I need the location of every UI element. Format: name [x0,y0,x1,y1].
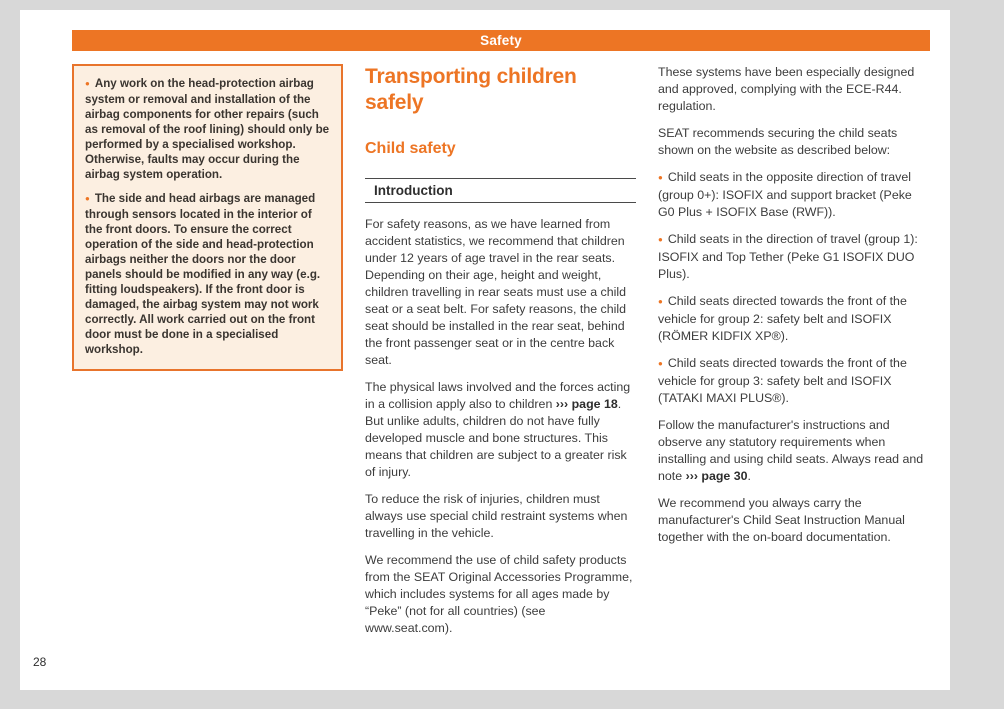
section-title: Child safety [365,140,456,157]
paragraph: These systems have been especially designed and approved, complying with the ECE-R44. regulation. [658,65,915,113]
warning-item [85,76,330,182]
chapter-title: Transporting children safely [365,65,577,114]
bullet-icon: ● [658,296,663,306]
warning-text: The side and head airbags are managed through sensors located in the interior of the front doors. To ensure the correct operation of the side and head-protection airbags neither the doors nor the door panels should be modified in any way (e.g. fitting loudspeakers). If the front door is damaged, the airbag system may not work correctly. All work carried out on the front door must be done in a specialised workshop. [85,192,321,356]
page-reference-18: ››› page 18 [555,397,618,411]
page-number: 28 [33,655,47,669]
paragraph-text: . But unlike adults, children do not have fully developed muscle and bone structures. This means that children are subject to a greater risk of injury. [365,397,627,479]
paragraph: For safety reasons, as we have learned from accident statistics, we recommend that children under 12 years of age travel in the rear seats. Depending on their age, height and weight, children travelling in rear seats must use a child seat or a seat belt. For safety reasons, the child seat should be installed in the rear seat, behind the front passenger seat or in the centre back seat. [365,217,627,367]
bullet-icon: ● [85,78,90,88]
paragraph: To reduce the risk of injuries, children must always use special child restraint systems when travelling in the vehicle. [365,492,628,540]
warning-item [85,191,330,357]
column-right [658,64,929,647]
content-columns [72,64,930,647]
page-header-bar [72,30,930,51]
paragraph-text: The physical laws involved and the forces acting in a collision apply also to children [365,380,631,411]
column-middle [365,64,636,647]
page-header-title: Safety [480,33,522,48]
list-item [658,231,929,283]
list-item [658,355,929,407]
paragraph: We recommend the use of child safety products from the SEAT Original Accessories Programme, which includes systems for all ages made by “Peke” (not for all countries) (see www.seat.com). [365,553,633,635]
bullet-icon: ● [658,234,663,244]
paragraph [365,379,636,481]
bullet-icon: ● [85,193,90,203]
paragraph [658,417,929,485]
bullet-icon: ● [658,172,663,182]
list-item-text: Child seats directed towards the front of the vehicle for group 3: safety belt and ISOFIX (TATAKI MAXI PLUS®). [658,356,907,405]
paragraph-text: . [747,469,751,483]
paragraph: SEAT recommends securing the child seats shown on the website as described below: [658,126,898,157]
warning-text: Any work on the head-protection airbag system or removal and installation of the airbag components for other repairs (such as removal of the roof lining) should only be performed by a specialised workshop. Otherwise, faults may occur during the airbag system operation. [85,77,330,181]
list-item-text: Child seats in the direction of travel (group 1): ISOFIX and Top Tether (Peke G1 ISOFIX DUO Plus). [658,232,918,281]
list-item [658,293,929,345]
warning-box [72,64,343,371]
list-item [658,169,929,221]
paragraph-text: Follow the manufacturer's instructions and observe any statutory requirements when installing and using child seats. Always read and note [658,418,924,483]
list-item-text: Child seats in the opposite direction of travel (group 0+): ISOFIX and support bracket (Peke G0 Plus + ISOFIX Base (RWF)). [658,170,912,219]
list-item-text: Child seats directed towards the front of the vehicle for group 2: safety belt and ISOFIX (RÖMER KIDFIX XP®). [658,294,907,343]
column-left [72,64,343,647]
page-reference-30: ››› page 30 [685,469,748,483]
subsection-header: Introduction [365,178,636,203]
manual-page [20,10,950,690]
bullet-icon: ● [658,358,663,368]
paragraph: We recommend you always carry the manufacturer's Child Seat Instruction Manual together with the on-board documentation. [658,496,905,544]
